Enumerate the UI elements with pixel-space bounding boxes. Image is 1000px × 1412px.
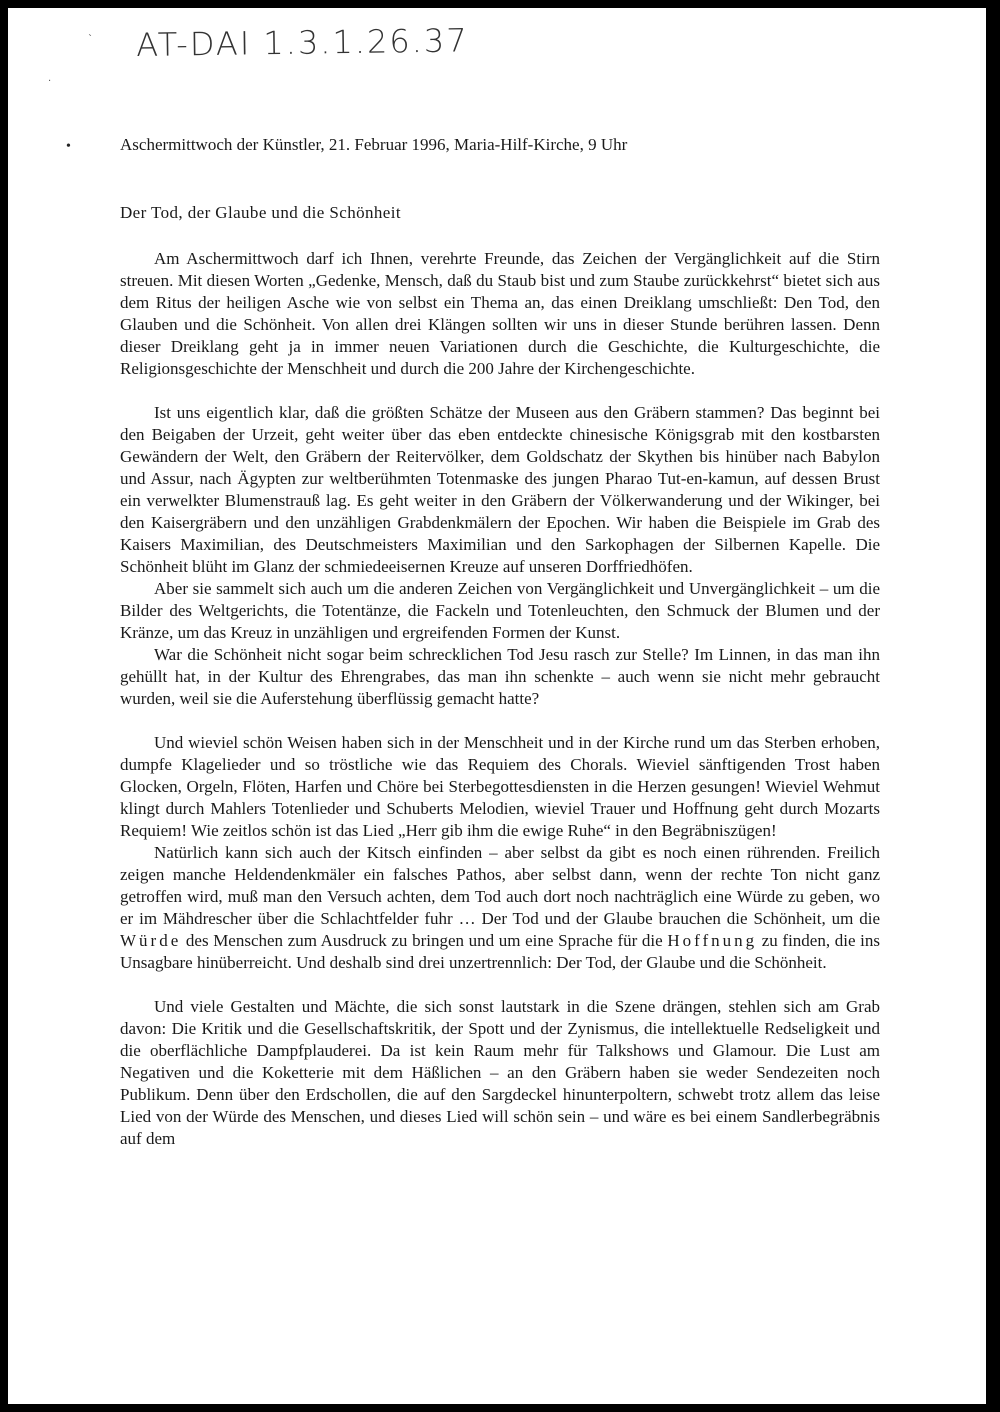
paragraph: Und wieviel schön Weisen haben sich in der Menschheit und in der Kirche rund um das Sterben erhoben, dumpfe Klagelieder und so tröstliche wie das Requiem des Chorals. Wieviel sänftigenden Trost haben Glocken, Orgeln, Flöten, Harfen und Chöre bei Sterbegottesdiensten in die Herzen gesungen! Wieviel Wehmut klingt durch Mahlers Totenlieder und Schuberts Melodien, wieviel Trauer und Hoffnung geht durch Mozarts Requiem! Wie zeitlos schön ist das Lied „Herr gib ihm die ewige Ruhe“ in den Begräbniszügen! (120, 733, 880, 840)
paragraph: Am Aschermittwoch darf ich Ihnen, verehrte Freunde, das Zeichen der Vergänglichkeit auf die Stirn streuen. Mit diesen Worten „Gedenke, Mensch, daß du Staub bist und zum Staube zurückkehrst“ bietet sich aus dem Ritus der heiligen Asche wie von selbst ein Thema an, das einen Dreiklang umschließt: Den Tod, den Glauben und die Schönheit. Von allen drei Klängen sollten wir uns in dieser Stunde berühren lassen. Denn dieser Dreiklang geht ja in immer neuen Variationen durch die Geschichte, die Kulturgeschichte, die Religionsgeschichte der Menschheit und durch die 200 Jahre der Kirchengeschichte. (120, 249, 880, 378)
paragraph (120, 842, 880, 974)
paragraph-text: zu finden, die ins Unsagbare hinüberreicht. Und deshalb sind drei unzertrennlich: Der Tod, der Glaube und die Schönheit. (120, 931, 880, 972)
paragraph-text: des Menschen zum Ausdruck zu bringen und um eine Sprache für die (181, 931, 668, 950)
paragraph: Aber sie sammelt sich auch um die anderen Zeichen von Vergänglichkeit und Unvergänglichkeit – um die Bilder des Weltgerichts, die Totentänze, die Fackeln und Totenleuchten, den Schmuck der Blumen und der Kränze, um das Kreuz in unzähligen und ergreifenden Formen der Kunst. (120, 579, 880, 642)
paragraph-text: Natürlich kann sich auch der Kitsch einfinden – aber selbst da gibt es noch einen rührenden. Freilich zeigen manche Heldendenkmäler ein falsches Pathos, aber selbst dann, wenn der rechte Ton nicht ganz getroffen wird, muß man den Versuch achten, dem Tod auch dort noch nachträglich eine Würde zu geben, wo er im Mähdrescher über die Schlachtfelder fuhr … Der Tod und der Glaube brauchen die Schönheit, um die (120, 843, 880, 928)
scan-speck: ˋ (88, 34, 93, 45)
spaced-word: Hoffnung (667, 931, 758, 950)
header-line: Aschermittwoch der Künstler, 21. Februar 1996, Maria-Hilf-Kirche, 9 Uhr (120, 135, 628, 154)
archive-number-handwritten: AT-DAI 1.3.1.26.37 (136, 21, 469, 64)
scan-speck: · (48, 76, 52, 87)
spaced-word: Würde (120, 931, 182, 950)
margin-dot: • (66, 139, 71, 154)
paragraph: Und viele Gestalten und Mächte, die sich sonst lautstark in die Szene drängen, stehlen sich am Grab davon: Die Kritik und die Gesellschaftskritik, der Spott und der Zynismus, die intellektuelle Redseligkeit und die oberflächliche Dampfplauderei. Da ist kein Raum mehr für Talkshows und Glamour. Die Lust am Negativen und die Koketterie mit dem Häßlichen – an den Gräbern haben sie weder Sendezeiten noch Publikum. Denn über den Erdschollen, die auf den Sargdeckel hinunterpoltern, schwebt trotz allem das leise Lied von der Würde des Menschen, und dieses Lied will schön sein – und wäre es bei einem Sandlerbegräbnis auf dem (120, 997, 880, 1148)
body-text (120, 248, 880, 1150)
paragraph: Ist uns eigentlich klar, daß die größten Schätze der Museen aus den Gräbern stammen? Das beginnt bei den Beigaben der Urzeit, geht weiter über das eben entdeckte chinesische Königsgrab mit den kostbarsten Gewändern der Welt, den Gräbern der Reitervölker, dem Goldschatz der Skythen bis hinüber nach Babylon und Assur, nach Ägypten zur weltberühmten Totenmaske des jungen Pharao Tut-en-kamun, auf dessen Brust ein verwelkter Blumenstrauß lag. Es geht weiter in den Gräbern der Völkerwanderung und der Wikinger, bei den Kaisergräbern und den unzähligen Grabdenkmälern der Epochen. Wir haben die Beispiele im Grab des Kaisers Maximilian, des Deutschmeisters Maximilian und den Sarkophagen der Silbernen Kapelle. Die Schönheit blüht im Glanz der schmiedeeisernen Kreuze auf unseren Dorffriedhöfen. (120, 403, 880, 576)
document-page (8, 8, 986, 1404)
document-title: Der Tod, der Glaube und die Schönheit (120, 203, 401, 222)
paragraph: War die Schönheit nicht sogar beim schrecklichen Tod Jesu rasch zur Stelle? Im Linnen, in das man ihn gehüllt hat, in der Kultur des Ehrengrabes, das man ihn schenkte – auch wenn sie nicht mehr gebraucht wurden, weil sie die Auferstehung überflüssig gemacht hatte? (120, 645, 880, 708)
